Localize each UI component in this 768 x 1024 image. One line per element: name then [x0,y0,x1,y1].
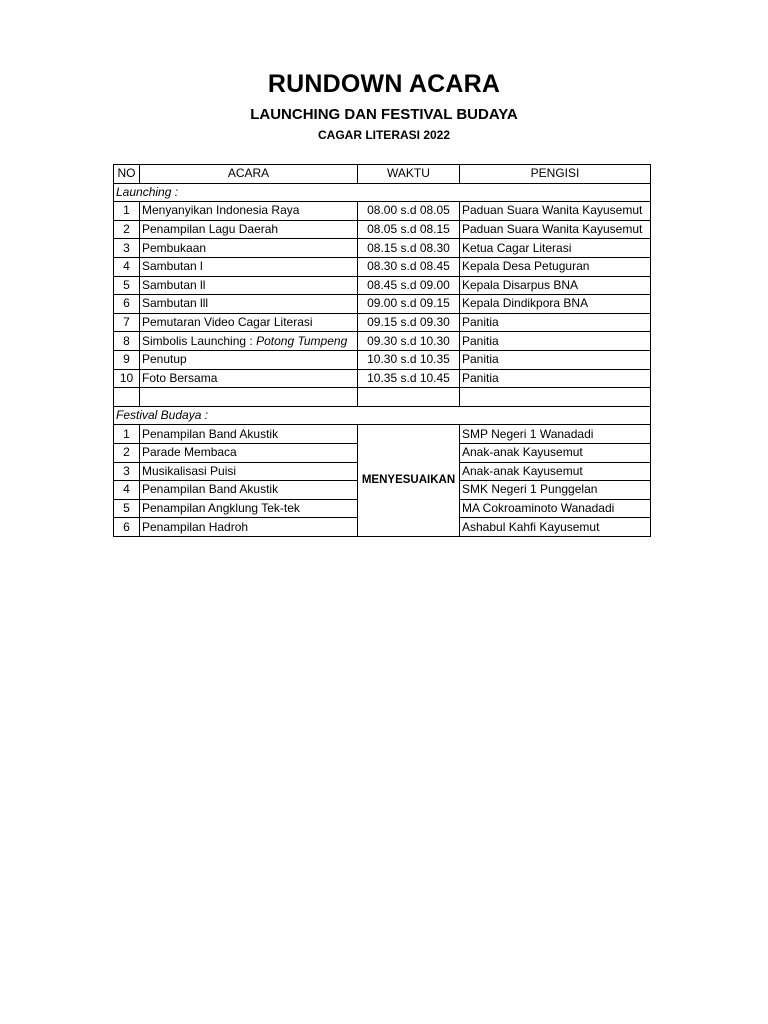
row-acara: Penampilan Hadroh [140,518,358,537]
row-pengisi: Kepala Desa Petuguran [460,257,651,276]
row-waktu: 09.15 s.d 09.30 [358,313,460,332]
table-row [114,276,651,295]
row-pengisi: Panitia [460,369,651,388]
empty-cell [460,388,651,407]
row-acara: Penutup [140,350,358,369]
table-row [114,257,651,276]
row-pengisi: Paduan Suara Wanita Kayusemut [460,202,651,221]
row-pengisi: Kepala Dindikpora BNA [460,295,651,314]
row-pengisi: MA Cokroaminoto Wanadadi [460,499,651,518]
row-acara: Penampilan Angklung Tek-tek [140,499,358,518]
row-acara: Pemutaran Video Cagar Literasi [140,313,358,332]
row-acara: Foto Bersama [140,369,358,388]
row-acara: Penampilan Band Akustik [140,481,358,500]
row-waktu: 08.05 s.d 08.15 [358,220,460,239]
row-acara: Penampilan Lagu Daerah [140,220,358,239]
row-no: 5 [114,276,140,295]
row-pengisi: Anak-anak Kayusemut [460,462,651,481]
row-no: 5 [114,499,140,518]
row-no: 4 [114,257,140,276]
document-subtitle: LAUNCHING DAN FESTIVAL BUDAYA [250,106,518,123]
waktu-merged-cell: MENYESUAIKAN [358,425,460,537]
empty-cell [358,388,460,407]
section-label-launching: Launching : [114,183,651,202]
row-pengisi: Ketua Cagar Literasi [460,239,651,258]
table-row [114,220,651,239]
row-no: 6 [114,518,140,537]
row-waktu: 08.45 s.d 09.00 [358,276,460,295]
row-pengisi: Panitia [460,332,651,351]
row-no: 6 [114,295,140,314]
section-row-launching [114,183,651,202]
empty-cell [140,388,358,407]
row-acara: Parade Membaca [140,443,358,462]
row-acara [140,332,358,351]
row-no: 8 [114,332,140,351]
row-waktu: 10.30 s.d 10.35 [358,350,460,369]
row-pengisi: Panitia [460,350,651,369]
row-pengisi: SMP Negeri 1 Wanadadi [460,425,651,444]
section-label-festival: Festival Budaya : [114,406,651,425]
column-header-no: NO [114,165,140,184]
table-row [114,369,651,388]
empty-row [114,388,651,407]
row-waktu: 08.30 s.d 08.45 [358,257,460,276]
row-pengisi: Anak-anak Kayusemut [460,443,651,462]
table-row [114,202,651,221]
row-waktu: 09.00 s.d 09.15 [358,295,460,314]
row-waktu: 10.35 s.d 10.45 [358,369,460,388]
document-title: RUNDOWN ACARA [267,70,501,98]
column-header-waktu: WAKTU [358,165,460,184]
row-waktu: 09.30 s.d 10.30 [358,332,460,351]
row-acara: Sambutan ll [140,276,358,295]
row-no: 10 [114,369,140,388]
row-acara: Penampilan Band Akustik [140,425,358,444]
row-no: 9 [114,350,140,369]
table-row [114,350,651,369]
row-no: 4 [114,481,140,500]
rundown-table [113,164,651,537]
row-no: 3 [114,462,140,481]
table-row [114,295,651,314]
row-no: 7 [114,313,140,332]
row-no: 2 [114,443,140,462]
row-pengisi: Panitia [460,313,651,332]
document-subtitle-secondary: CAGAR LITERASI 2022 [317,128,451,142]
row-pengisi: Paduan Suara Wanita Kayusemut [460,220,651,239]
row-pengisi: SMK Negeri 1 Punggelan [460,481,651,500]
column-header-acara: ACARA [140,165,358,184]
table-header-row [114,165,651,184]
row-acara: Pembukaan [140,239,358,258]
row-waktu: 08.15 s.d 08.30 [358,239,460,258]
row-acara: Musikalisasi Puisi [140,462,358,481]
row-no: 1 [114,425,140,444]
row-waktu: 08.00 s.d 08.05 [358,202,460,221]
row-acara: Menyanyikan Indonesia Raya [140,202,358,221]
row-acara-italic-text: Potong Tumpeng [256,333,348,348]
table-row [114,332,651,351]
column-header-pengisi: PENGISI [460,165,651,184]
row-no: 1 [114,202,140,221]
section-row-festival [114,406,651,425]
row-no: 3 [114,239,140,258]
row-acara-text: Simbolis Launching : [142,333,257,348]
row-pengisi: Kepala Disarpus BNA [460,276,651,295]
row-acara: Sambutan l [140,257,358,276]
empty-cell [114,388,140,407]
row-pengisi: Ashabul Kahfi Kayusemut [460,518,651,537]
table-row [114,425,651,444]
row-acara: Sambutan lll [140,295,358,314]
row-no: 2 [114,220,140,239]
table-row [114,239,651,258]
table-row [114,313,651,332]
